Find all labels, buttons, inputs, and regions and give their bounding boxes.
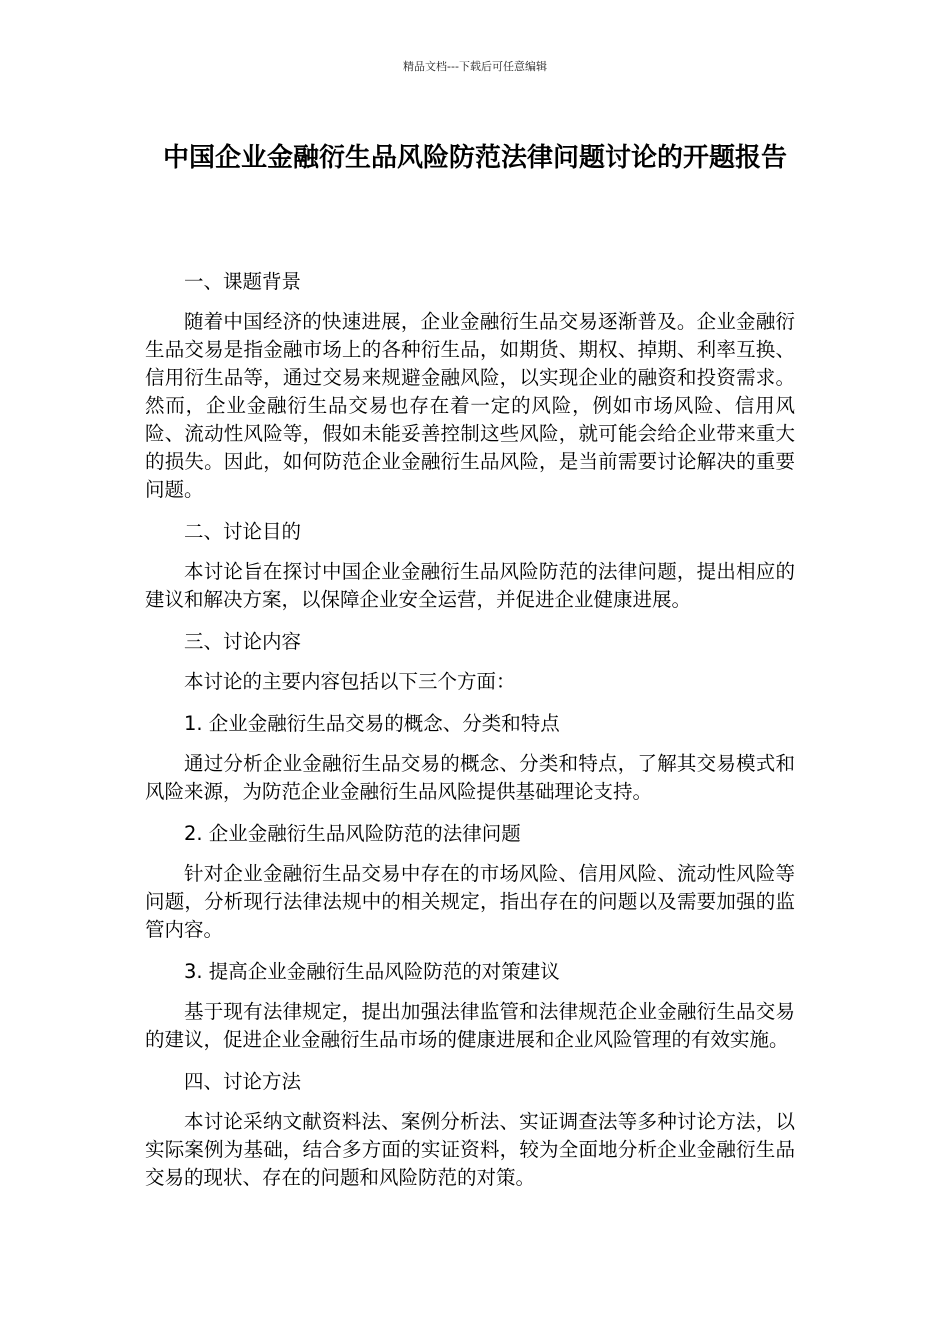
header-note: 精品文档---下载后可任意编辑 xyxy=(403,60,547,73)
section-heading-purpose: 二、讨论目的 xyxy=(184,520,302,543)
section-heading-background: 一、课题背景 xyxy=(184,270,302,293)
subheading-legal-issues: 2. 企业金融衍生品风险防范的法律问题 xyxy=(184,822,521,845)
section-heading-method: 四、讨论方法 xyxy=(184,1070,302,1093)
paragraph-background: 随着中国经济的快速进展，企业金融衍生品交易逐渐普及。企业金融衍生品交易是指金融市场上的各种衍生品，如期货、期权、掉期、利率互换、信用衍生品等，通过交易来规避金融风险，以实现企业的融资和投资需求。然而，企业金融衍生品交易也存在着一定的风险，例如市场风险、信用风险、流动性风险等，假如未能妥善控制这些风险，就可能会给企业带来重大的损失。因此，如何防范企业金融衍生品风险，是当前需要讨论解决的重要问题。 xyxy=(145,310,795,501)
paragraph-content-intro: 本讨论的主要内容包括以下三个方面： xyxy=(184,670,516,693)
document-body xyxy=(145,268,795,1206)
section-heading-content: 三、讨论内容 xyxy=(184,630,302,653)
subheading-suggestions: 3. 提高企业金融衍生品风险防范的对策建议 xyxy=(184,960,560,983)
paragraph-suggestions: 基于现有法律规定，提出加强法律监管和法律规范企业金融衍生品交易的建议，促进企业金融衍生品市场的健康进展和企业风险管理的有效实施。 xyxy=(145,1000,795,1051)
document-title: 中国企业金融衍生品风险防范法律问题讨论的开题报告 xyxy=(162,143,787,173)
subheading-concept: 1. 企业金融衍生品交易的概念、分类和特点 xyxy=(184,712,560,735)
paragraph-legal-issues: 针对企业金融衍生品交易中存在的市场风险、信用风险、流动性风险等问题，分析现行法律法规中的相关规定，指出存在的问题以及需要加强的监管内容。 xyxy=(145,862,795,941)
paragraph-purpose: 本讨论旨在探讨中国企业金融衍生品风险防范的法律问题，提出相应的建议和解决方案，以保障企业安全运营，并促进企业健康进展。 xyxy=(145,560,795,611)
paragraph-method: 本讨论采纳文献资料法、案例分析法、实证调查法等多种讨论方法，以实际案例为基础，结合多方面的实证资料，较为全面地分析企业金融衍生品交易的现状、存在的问题和风险防范的对策。 xyxy=(145,1110,795,1189)
paragraph-concept: 通过分析企业金融衍生品交易的概念、分类和特点，了解其交易模式和风险来源，为防范企业金融衍生品风险提供基础理论支持。 xyxy=(145,752,795,803)
